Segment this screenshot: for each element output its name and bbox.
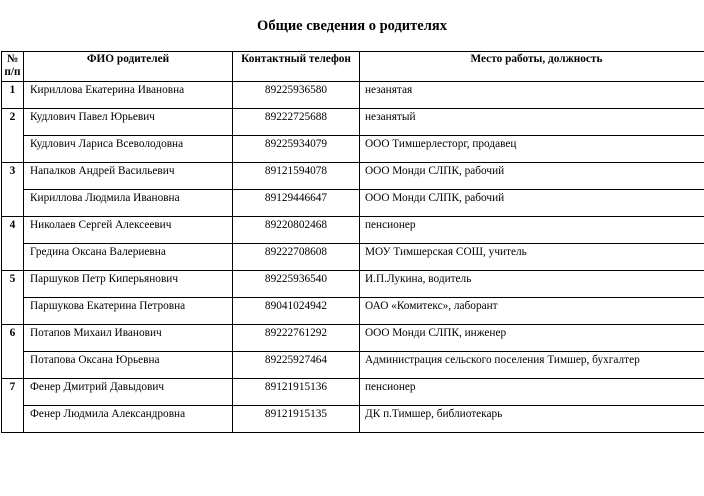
row-number-cell: 7 <box>2 379 24 433</box>
workplace-cell: незанятая <box>360 82 704 109</box>
phone-cell: 89222725688 <box>233 109 360 136</box>
parent-name-cell: Фенер Людмила Александровна <box>24 406 233 433</box>
phone-cell: 89121915135 <box>233 406 360 433</box>
parent-name-cell: Напалков Андрей Васильевич <box>24 163 233 190</box>
parent-name-cell: Фенер Дмитрий Давыдович <box>24 379 233 406</box>
workplace-cell: ООО Монди СЛПК, рабочий <box>360 190 704 217</box>
phone-cell: 89222708608 <box>233 244 360 271</box>
header-number <box>2 52 24 82</box>
parent-name-cell: Гредина Оксана Валериевна <box>24 244 233 271</box>
row-number-cell: 3 <box>2 163 24 217</box>
workplace-cell: ДК п.Тимшер, библиотекарь <box>360 406 704 433</box>
workplace-cell: ООО Монди СЛПК, инженер <box>360 325 704 352</box>
table-header-row <box>2 52 704 82</box>
phone-cell: 89222761292 <box>233 325 360 352</box>
table-row <box>2 271 704 298</box>
workplace-cell: незанятый <box>360 109 704 136</box>
header-work <box>360 52 704 82</box>
workplace-cell: пенсионер <box>360 379 704 406</box>
workplace-cell: ООО Монди СЛПК, рабочий <box>360 163 704 190</box>
header-number-label: № п/п <box>4 53 21 78</box>
table-body <box>2 82 704 433</box>
table-row <box>2 379 704 406</box>
header-phone <box>233 52 360 82</box>
table-row <box>2 82 704 109</box>
phone-cell: 89220802468 <box>233 217 360 244</box>
phone-cell: 89225927464 <box>233 352 360 379</box>
row-number-cell: 6 <box>2 325 24 379</box>
header-phone-label: Контактный телефон <box>241 53 351 65</box>
row-number-cell: 5 <box>2 271 24 325</box>
table-row <box>2 244 704 271</box>
parent-name-cell: Потапов Михаил Иванович <box>24 325 233 352</box>
table-row <box>2 325 704 352</box>
phone-cell: 89041024942 <box>233 298 360 325</box>
header-name <box>24 52 233 82</box>
table-row <box>2 109 704 136</box>
workplace-cell: И.П.Лукина, водитель <box>360 271 704 298</box>
table-row <box>2 217 704 244</box>
workplace-cell: пенсионер <box>360 217 704 244</box>
parent-name-cell: Кириллова Людмила Ивановна <box>24 190 233 217</box>
table-row <box>2 298 704 325</box>
phone-cell: 89129446647 <box>233 190 360 217</box>
parent-name-cell: Потапова Оксана Юрьевна <box>24 352 233 379</box>
parent-name-cell: Паршуков Петр Киперьянович <box>24 271 233 298</box>
phone-cell: 89225934079 <box>233 136 360 163</box>
workplace-cell: ОАО «Комитекс», лаборант <box>360 298 704 325</box>
page-title: Общие сведения о родителях <box>257 18 447 34</box>
phone-cell: 89121915136 <box>233 379 360 406</box>
table-row <box>2 190 704 217</box>
parent-name-cell: Паршукова Екатерина Петровна <box>24 298 233 325</box>
table-row <box>2 136 704 163</box>
row-number-cell: 4 <box>2 217 24 271</box>
header-name-label: ФИО родителей <box>86 53 170 65</box>
phone-cell: 89121594078 <box>233 163 360 190</box>
parent-name-cell: Николаев Сергей Алексеевич <box>24 217 233 244</box>
parent-name-cell: Кудлович Павел Юрьевич <box>24 109 233 136</box>
parents-table <box>1 51 704 433</box>
parent-name-cell: Кириллова Екатерина Ивановна <box>24 82 233 109</box>
row-number-cell: 1 <box>2 82 24 109</box>
parent-name-cell: Кудлович Лариса Всеволодовна <box>24 136 233 163</box>
table-row <box>2 163 704 190</box>
workplace-cell: Администрация сельского поселения Тимшер, бухгалтер <box>360 352 704 379</box>
phone-cell: 89225936540 <box>233 271 360 298</box>
workplace-cell: ООО Тимшерлесторг, продавец <box>360 136 704 163</box>
header-work-label: Место работы, должность <box>470 53 603 65</box>
table-row <box>2 352 704 379</box>
workplace-cell: МОУ Тимшерская СОШ, учитель <box>360 244 704 271</box>
table-row <box>2 406 704 433</box>
row-number-cell: 2 <box>2 109 24 163</box>
phone-cell: 89225936580 <box>233 82 360 109</box>
